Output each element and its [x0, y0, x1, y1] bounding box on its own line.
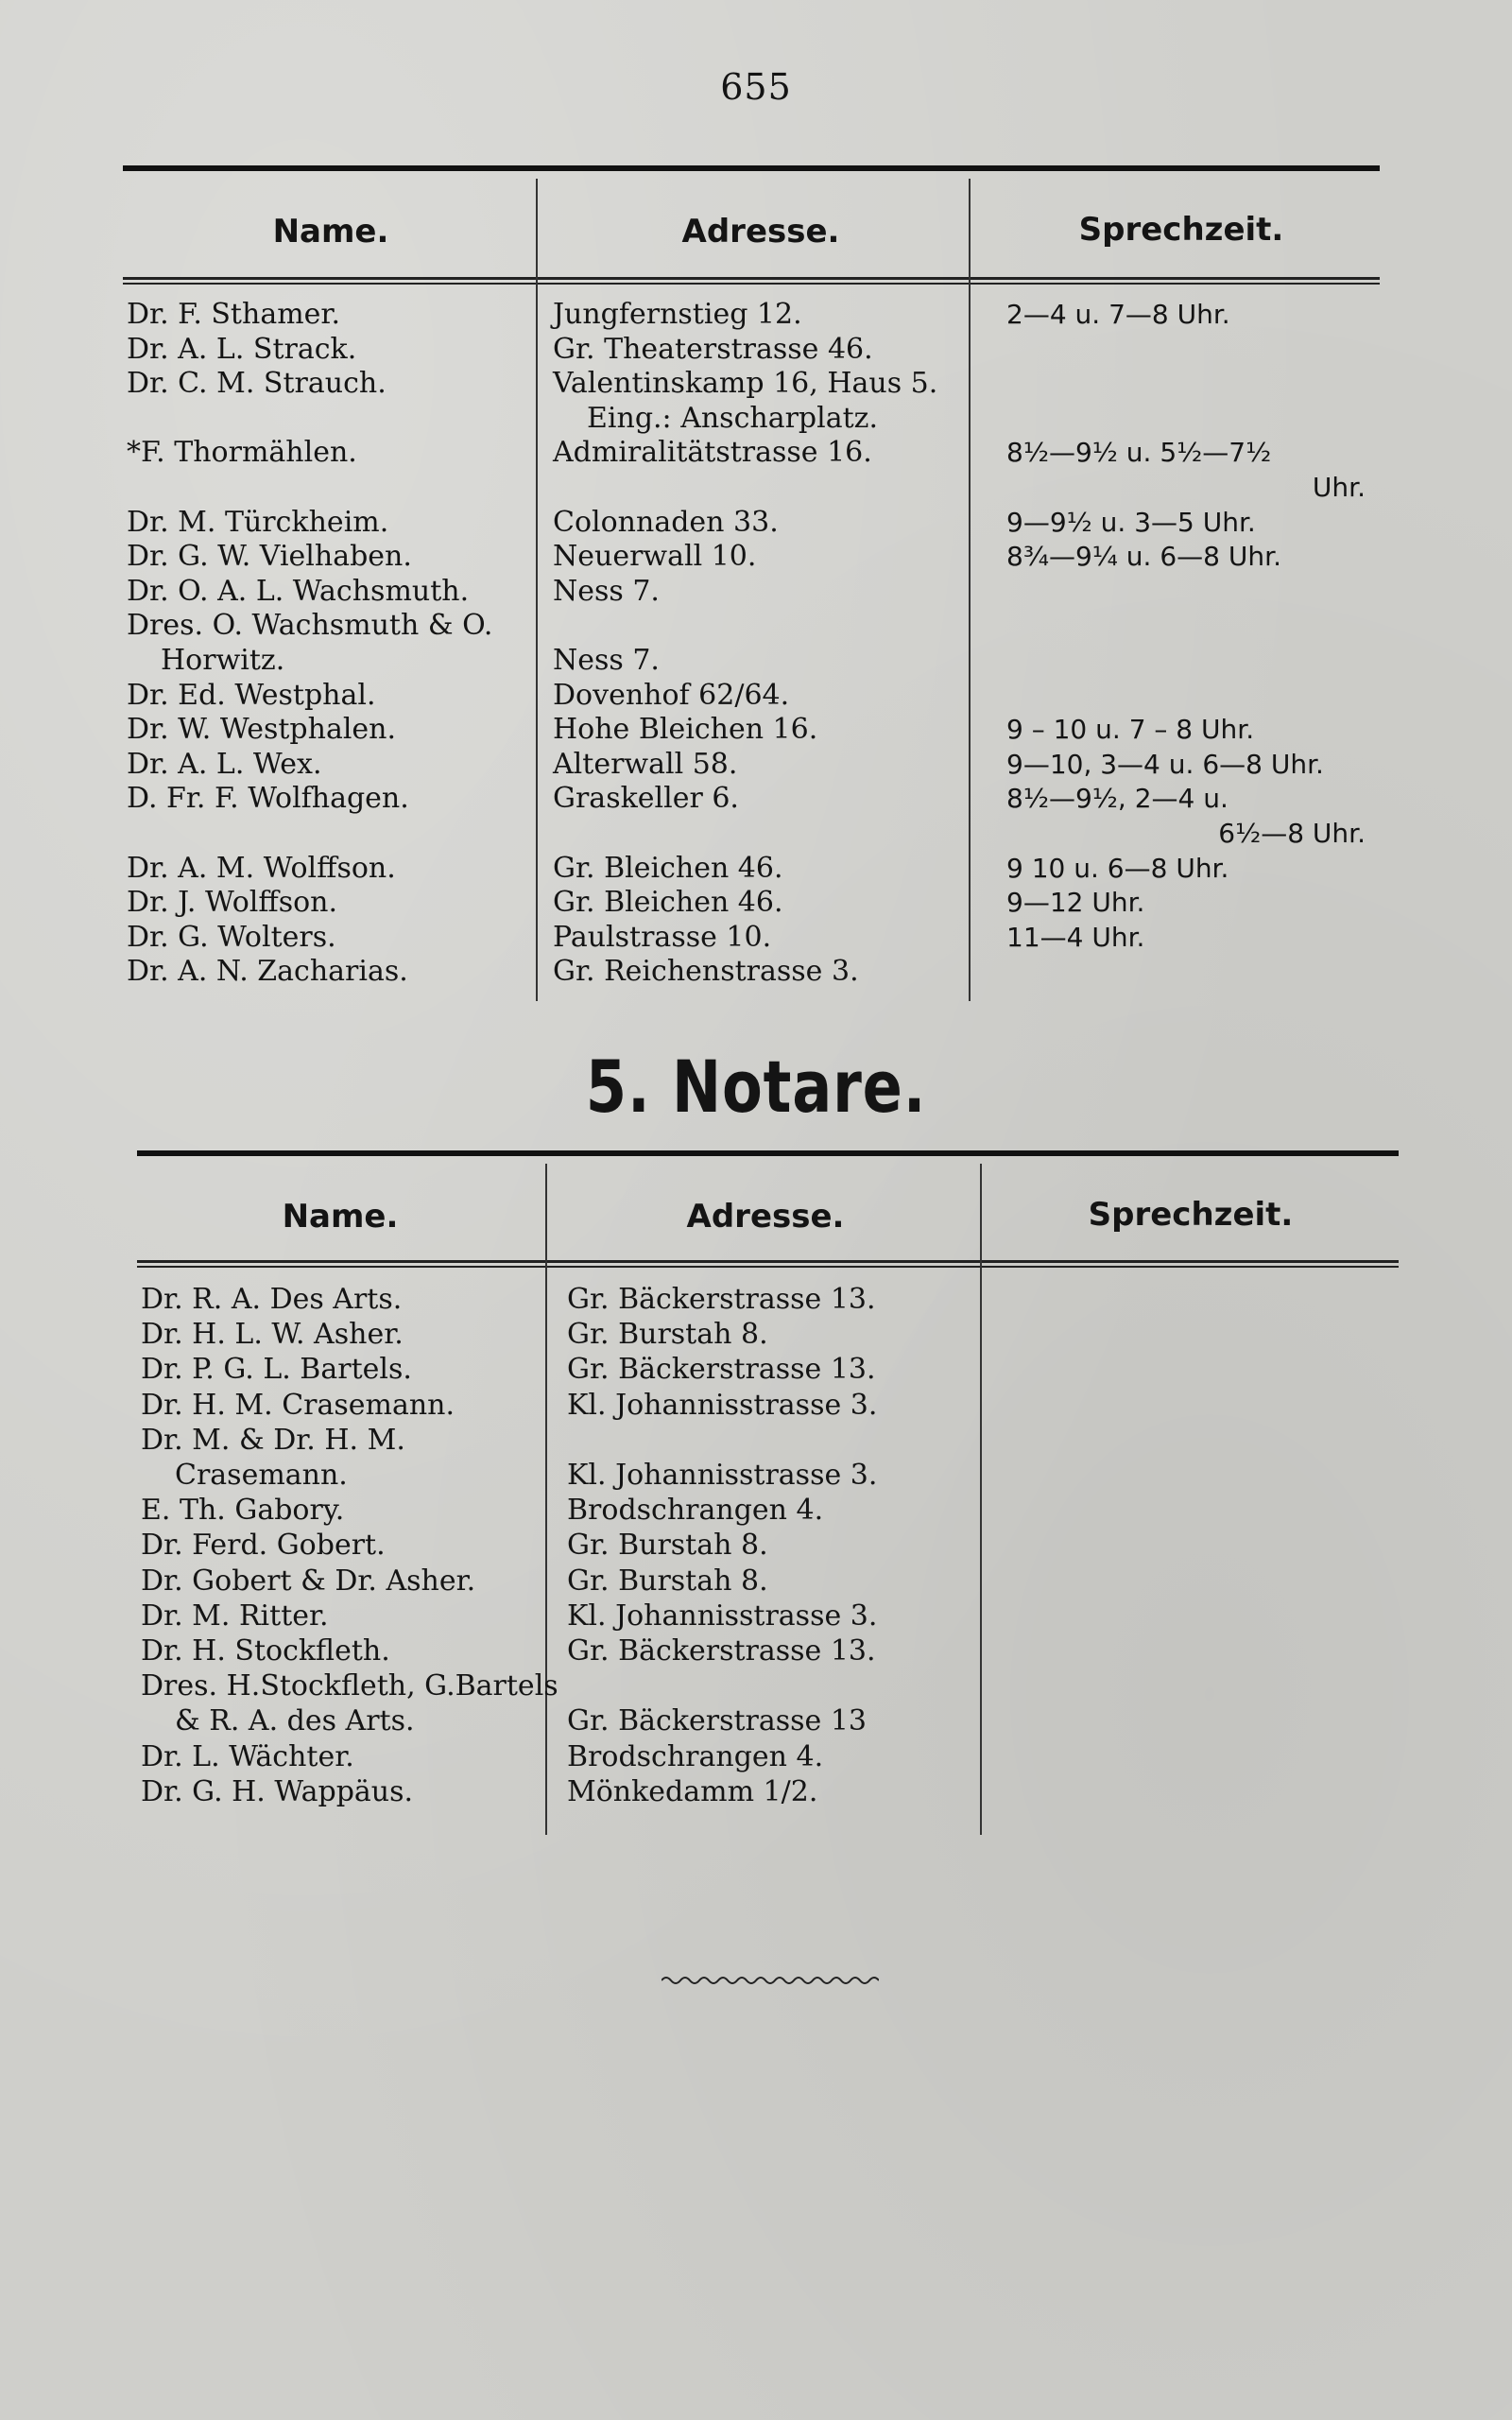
cell-name: Dr. A. M. Wolffson.: [127, 851, 396, 885]
cell-name: Dr. W. Westphalen.: [127, 713, 397, 747]
cell-name: Dr. M. Türckheim.: [127, 505, 389, 539]
table-notaries: [137, 1150, 1399, 1822]
cell-address: Admiralitätstrasse 16.: [553, 436, 872, 470]
cell-address: Dovenhof 62/64.: [553, 678, 790, 712]
cell-name: Dr. Ferd. Gobert.: [141, 1529, 386, 1563]
cell-address: Brodschrangen 4.: [567, 1739, 824, 1773]
header-address: Adresse.: [686, 1198, 845, 1236]
cell-time: 9—12 Uhr.: [1006, 887, 1145, 919]
cell-name: Dr. M. & Dr. H. M.: [141, 1423, 405, 1457]
cell-address: Kl. Johannisstrasse 3.: [567, 1459, 878, 1492]
cell-address: Jungfernstieg 12.: [553, 298, 802, 331]
cell-address: Gr. Bleichen 46.: [553, 851, 783, 885]
cell-name: Dr. H. L. W. Asher.: [141, 1318, 404, 1352]
cell-time: Uhr.: [1312, 472, 1366, 503]
table-lawyers: [123, 165, 1380, 997]
cell-address: Gr. Burstah 8.: [567, 1564, 768, 1598]
cell-name: Dr. C. M. Strauch.: [127, 367, 387, 401]
cell-name: *F. Thormählen.: [127, 436, 357, 470]
cell-time: 9 – 10 u. 7 – 8 Uhr.: [1006, 714, 1255, 746]
header-name: Name.: [272, 213, 389, 251]
cell-name: Dr. G. H. Wappäus.: [141, 1774, 414, 1808]
cell-name: & R. A. des Arts.: [175, 1704, 415, 1738]
cell-name: Horwitz.: [161, 644, 285, 677]
cell-address: Ness 7.: [553, 644, 660, 677]
cell-name: Dr. Ed. Westphal.: [127, 678, 376, 712]
table-top-rule: [137, 1150, 1399, 1156]
cell-address: Gr. Bäckerstrasse 13.: [567, 1353, 876, 1387]
cell-time: 11—4 Uhr.: [1006, 921, 1145, 953]
header-address: Adresse.: [681, 213, 840, 251]
cell-address: Kl. Johannisstrasse 3.: [567, 1388, 878, 1422]
cell-time: 8¾—9¼ u. 6—8 Uhr.: [1006, 541, 1281, 573]
ornament-divider: [662, 1971, 879, 1990]
header-time: Sprechzeit.: [1088, 1196, 1294, 1234]
cell-time: 9—9½ u. 3—5 Uhr.: [1006, 506, 1256, 538]
cell-address: Paulstrasse 10.: [553, 920, 772, 954]
cell-name: Dr. P. G. L. Bartels.: [141, 1353, 412, 1387]
cell-address: Gr. Theaterstrasse 46.: [553, 332, 873, 366]
cell-time: 6½—8 Uhr.: [1218, 818, 1366, 849]
cell-name: Dres. H.Stockfleth, G.Bartels: [141, 1669, 558, 1703]
header-time: Sprechzeit.: [1078, 211, 1284, 249]
cell-name: Crasemann.: [175, 1459, 348, 1492]
cell-address: Gr. Bäckerstrasse 13.: [567, 1283, 876, 1316]
header-rule: [137, 1260, 1399, 1268]
cell-address: Gr. Bäckerstrasse 13: [567, 1704, 868, 1738]
cell-address: Gr. Bäckerstrasse 13.: [567, 1634, 876, 1668]
cell-name: Dr. A. N. Zacharias.: [127, 955, 408, 989]
cell-address: Valentinskamp 16, Haus 5.: [553, 367, 938, 401]
cell-time: 8½—9½, 2—4 u.: [1006, 783, 1228, 815]
cell-name: Dr. A. L. Wex.: [127, 747, 322, 781]
header-rule: [123, 277, 1380, 285]
cell-address: Brodschrangen 4.: [567, 1494, 824, 1528]
cell-name: Dr. F. Sthamer.: [127, 298, 340, 331]
cell-address: Alterwall 58.: [553, 747, 738, 781]
header-name: Name.: [282, 1198, 399, 1236]
cell-time: 9 10 u. 6—8 Uhr.: [1006, 852, 1229, 884]
cell-name: Dr. G. Wolters.: [127, 920, 336, 954]
cell-address: Gr. Burstah 8.: [567, 1529, 768, 1563]
cell-address: Gr. Bleichen 46.: [553, 886, 783, 920]
cell-name: D. Fr. F. Wolfhagen.: [127, 782, 409, 816]
cell-address: Neuerwall 10.: [553, 540, 757, 574]
cell-address: Ness 7.: [553, 574, 660, 608]
cell-name: Dr. M. Ritter.: [141, 1599, 329, 1633]
cell-name: Dr. H. Stockfleth.: [141, 1634, 390, 1668]
cell-address: Mönkedamm 1/2.: [567, 1774, 818, 1808]
cell-name: Dr. L. Wächter.: [141, 1739, 354, 1773]
cell-name: Dr. G. W. Vielhaben.: [127, 540, 412, 574]
cell-name: Dr. O. A. L. Wachsmuth.: [127, 574, 470, 608]
cell-time: 2—4 u. 7—8 Uhr.: [1006, 299, 1230, 330]
cell-name: E. Th. Gabory.: [141, 1494, 345, 1528]
cell-time: 8½—9½ u. 5½—7½: [1006, 437, 1272, 469]
section-title: 5. Notare.: [585, 1045, 927, 1129]
cell-address: Gr. Burstah 8.: [567, 1318, 768, 1352]
page-number: 655: [720, 66, 792, 108]
cell-address: Graskeller 6.: [553, 782, 739, 816]
cell-address: Colonnaden 33.: [553, 505, 779, 539]
cell-name: Dr. H. M. Crasemann.: [141, 1388, 455, 1422]
cell-name: Dr. A. L. Strack.: [127, 332, 357, 366]
cell-address: Eing.: Anscharplatz.: [587, 401, 879, 435]
cell-address: Hohe Bleichen 16.: [553, 713, 818, 747]
cell-address: Gr. Reichenstrasse 3.: [553, 955, 859, 989]
cell-name: Dr. J. Wolffson.: [127, 886, 338, 920]
cell-name: Dr. R. A. Des Arts.: [141, 1283, 403, 1316]
cell-time: 9—10, 3—4 u. 6—8 Uhr.: [1006, 748, 1324, 780]
table-top-rule: [123, 165, 1380, 171]
cell-address: Kl. Johannisstrasse 3.: [567, 1599, 878, 1633]
cell-name: Dres. O. Wachsmuth & O.: [127, 609, 493, 643]
cell-name: Dr. Gobert & Dr. Asher.: [141, 1564, 476, 1598]
